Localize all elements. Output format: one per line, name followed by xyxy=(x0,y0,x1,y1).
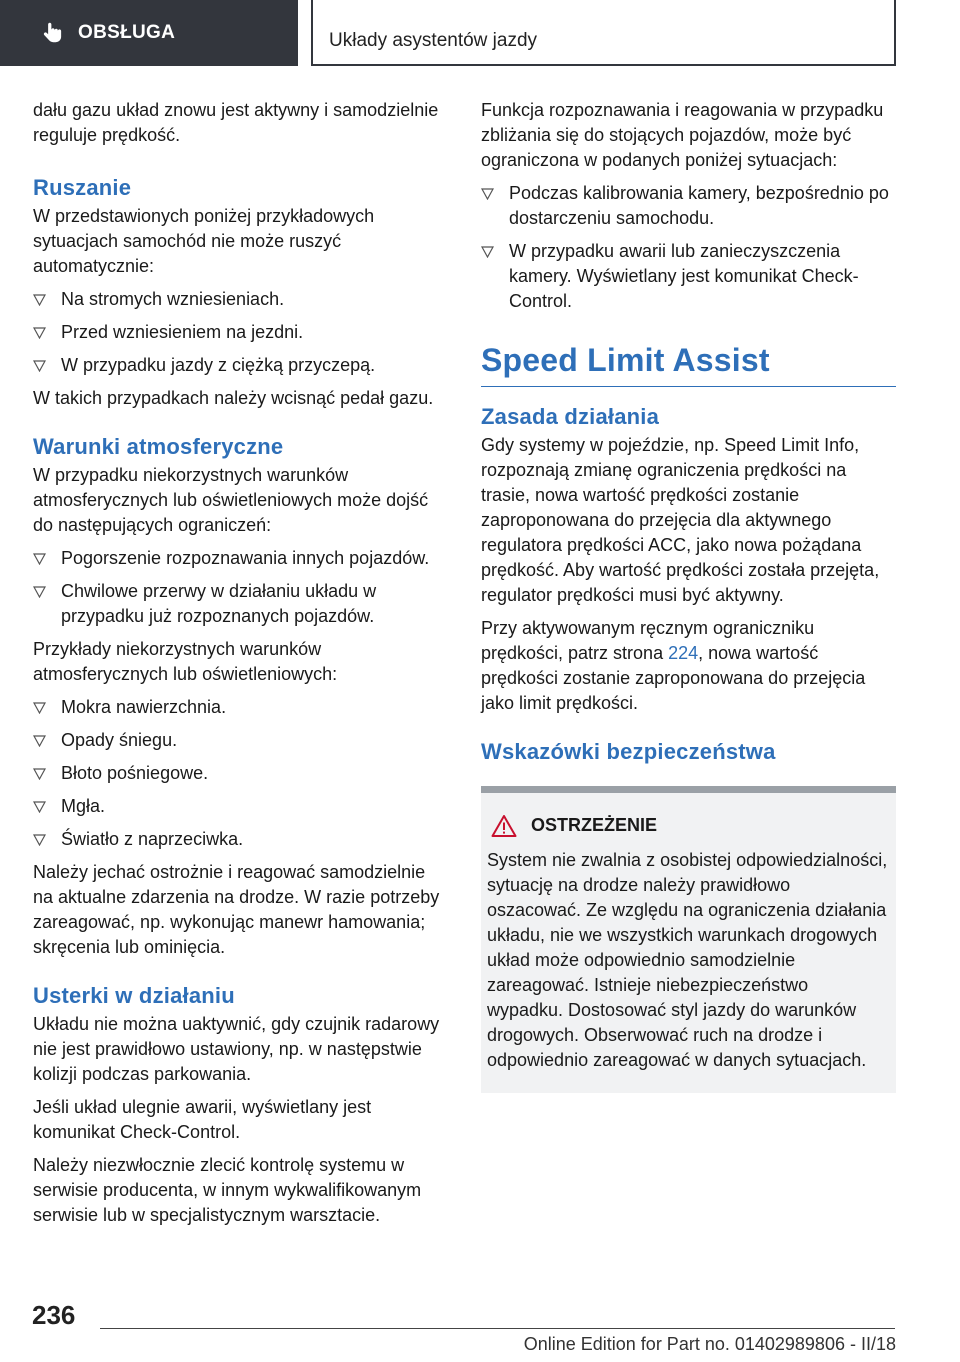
edition-note: Online Edition for Part no. 01402989806 - II/18 xyxy=(523,1334,896,1354)
triangle-bullet-icon xyxy=(33,553,46,565)
heading-speed-limit-assist: Speed Limit Assist xyxy=(481,340,896,387)
list-item-text: Podczas kalibrowania kamery, bezpośrednio po dostarczeniu samochodu. xyxy=(509,183,889,228)
triangle-bullet-icon xyxy=(33,360,46,372)
page-reference-link[interactable]: 224 xyxy=(668,643,699,663)
intro-paragraph: dału gazu układ znowu jest aktywny i samodzielnie reguluje prędkość. xyxy=(33,100,439,145)
heading-wskazowki-bezpieczenstwa: Wskazówki bezpieczeństwa xyxy=(481,739,776,764)
paragraph: W przedstawionych poniżej przykładowych sytuacjach samochód nie może ruszyć automatycznie: xyxy=(33,206,375,276)
list-item-text: W przypadku awarii lub zanieczyszczenia kamery. Wyświetlany jest komunikat Check-Control. xyxy=(509,241,859,311)
triangle-bullet-icon xyxy=(33,735,46,747)
triangle-bullet-icon xyxy=(33,294,46,306)
list-item xyxy=(33,320,448,345)
list-item-text: Światło z naprzeciwka. xyxy=(61,829,244,849)
page-number: 236 xyxy=(32,1300,76,1330)
list-item xyxy=(481,181,896,231)
list-item-text: Pogorszenie rozpoznawania innych pojazdów. xyxy=(61,548,430,568)
triangle-bullet-icon xyxy=(33,768,46,780)
list-item xyxy=(33,761,448,786)
triangle-bullet-icon xyxy=(33,834,46,846)
header-title-frame xyxy=(311,0,896,66)
warning-triangle-icon xyxy=(491,814,517,838)
triangle-bullet-icon xyxy=(481,246,494,258)
section-tab xyxy=(0,0,298,66)
triangle-bullet-icon xyxy=(33,801,46,813)
left-column xyxy=(33,98,448,1236)
triangle-bullet-icon xyxy=(481,188,494,200)
heading-zasada-dzialania: Zasada działania xyxy=(481,404,660,429)
list-item xyxy=(33,353,448,378)
paragraph: W takich przypadkach należy wcisnąć pedał gazu. xyxy=(33,388,434,408)
page-header xyxy=(0,0,960,66)
list-item-text: W przypadku jazdy z ciężką przyczepą. xyxy=(61,355,376,375)
list-item-text: Mgła. xyxy=(61,796,106,816)
triangle-bullet-icon xyxy=(33,327,46,339)
bullet-list xyxy=(33,546,448,629)
list-item xyxy=(33,287,448,312)
paragraph-text: Przy aktywowanym ręcznym ograniczniku prędkości, patrz strona xyxy=(481,618,815,663)
paragraph: W przypadku niekorzystnych warunków atmosferycznych lub oświetleniowych może dojść do następujących ograniczeń: xyxy=(33,465,429,535)
heading-ruszanie: Ruszanie xyxy=(33,175,132,200)
list-item xyxy=(33,794,448,819)
right-column xyxy=(481,98,896,1093)
paragraph: Układu nie można uaktywnić, gdy czujnik radarowy nie jest prawidłowo ustawiony, np. w następstwie kolizji podczas parkowania. xyxy=(33,1014,440,1084)
list-item xyxy=(33,827,448,852)
triangle-bullet-icon xyxy=(33,586,46,598)
list-item-text: Mokra nawierzchnia. xyxy=(61,697,227,717)
intro-paragraph: Funkcja rozpoznawania i reagowania w przypadku zbliżania się do stojących pojazdów, może być ograniczona w podanych poniżej sytuacjach: xyxy=(481,100,884,170)
list-item-text: Na stromych wzniesieniach. xyxy=(61,289,285,309)
footer-divider xyxy=(100,1328,895,1329)
list-item xyxy=(33,695,448,720)
hand-pointer-icon xyxy=(40,20,66,46)
paragraph-text: , nowa wartość prędkości zostanie zaproponowana do przejęcia jako limit prędkości. xyxy=(481,643,866,713)
list-item-text: Przed wzniesieniem na jezdni. xyxy=(61,322,304,342)
heading-usterki: Usterki w działaniu xyxy=(33,983,235,1008)
paragraph: Jeśli układ ulegnie awarii, wyświetlany jest komunikat Check-Control. xyxy=(33,1097,372,1142)
triangle-bullet-icon xyxy=(33,702,46,714)
list-item xyxy=(33,728,448,753)
section-tab-label: OBSŁUGA xyxy=(78,22,176,43)
warning-text: System nie zwalnia z osobistej odpowiedzialności, sytuację na drodze należy prawidłowo oszacować. Ze względu na ograniczenia działania układu, nie we wszystkich warunkach drogowych układ może odpowiednio samodzielnie zareagować. Istnieje niebezpieczeństwo wypadku. Dostosować styl jazdy do warunków drogowych. Obserwować ruch na drodze i odpowiednio zareagować w danych sytuacjach. xyxy=(487,850,888,1070)
list-item xyxy=(481,239,896,314)
list-item xyxy=(33,546,448,571)
heading-warunki-atmosferyczne: Warunki atmosferyczne xyxy=(33,434,284,459)
list-item xyxy=(33,579,448,629)
chapter-title: Układy asystentów jazdy xyxy=(329,30,538,51)
paragraph: Gdy systemy w pojeździe, np. Speed Limit Info, rozpoznają zmianę ograniczenia prędkości na trasie, nowa wartość prędkości zostanie zaproponowana do przejęcia dla aktywnego regulatora prędkości ACC, jako nowa pożądana prędkość. Aby wartość prędkości została przejęta, regulator prędkości musi być aktywny. xyxy=(481,435,880,605)
warning-box xyxy=(481,786,896,1093)
paragraph: Należy jechać ostrożnie i reagować samodzielnie na aktualne zdarzenia na drodze. W razie potrzeby zareagować, np. wykonując manewr hamowania; skręcenia lub ominięcia. xyxy=(33,862,440,957)
bullet-list xyxy=(33,287,448,378)
paragraph: Przykłady niekorzystnych warunków atmosferycznych lub oświetleniowych: xyxy=(33,639,338,684)
paragraph: Należy niezwłocznie zlecić kontrolę systemu w serwisie producenta, w innym wykwalifikowanym serwisie lub w specjalistycznym warsztacie. xyxy=(33,1155,422,1225)
bullet-list xyxy=(33,695,448,852)
list-item-text: Błoto pośniegowe. xyxy=(61,763,209,783)
list-item-text: Chwilowe przerwy w działaniu układu w przypadku już rozpoznanych pojazdów. xyxy=(61,581,377,626)
bullet-list xyxy=(481,181,896,314)
paragraph xyxy=(481,616,896,716)
warning-header xyxy=(487,813,888,838)
list-item-text: Opady śniegu. xyxy=(61,730,178,750)
warning-title: OSTRZEŻENIE xyxy=(531,815,658,835)
